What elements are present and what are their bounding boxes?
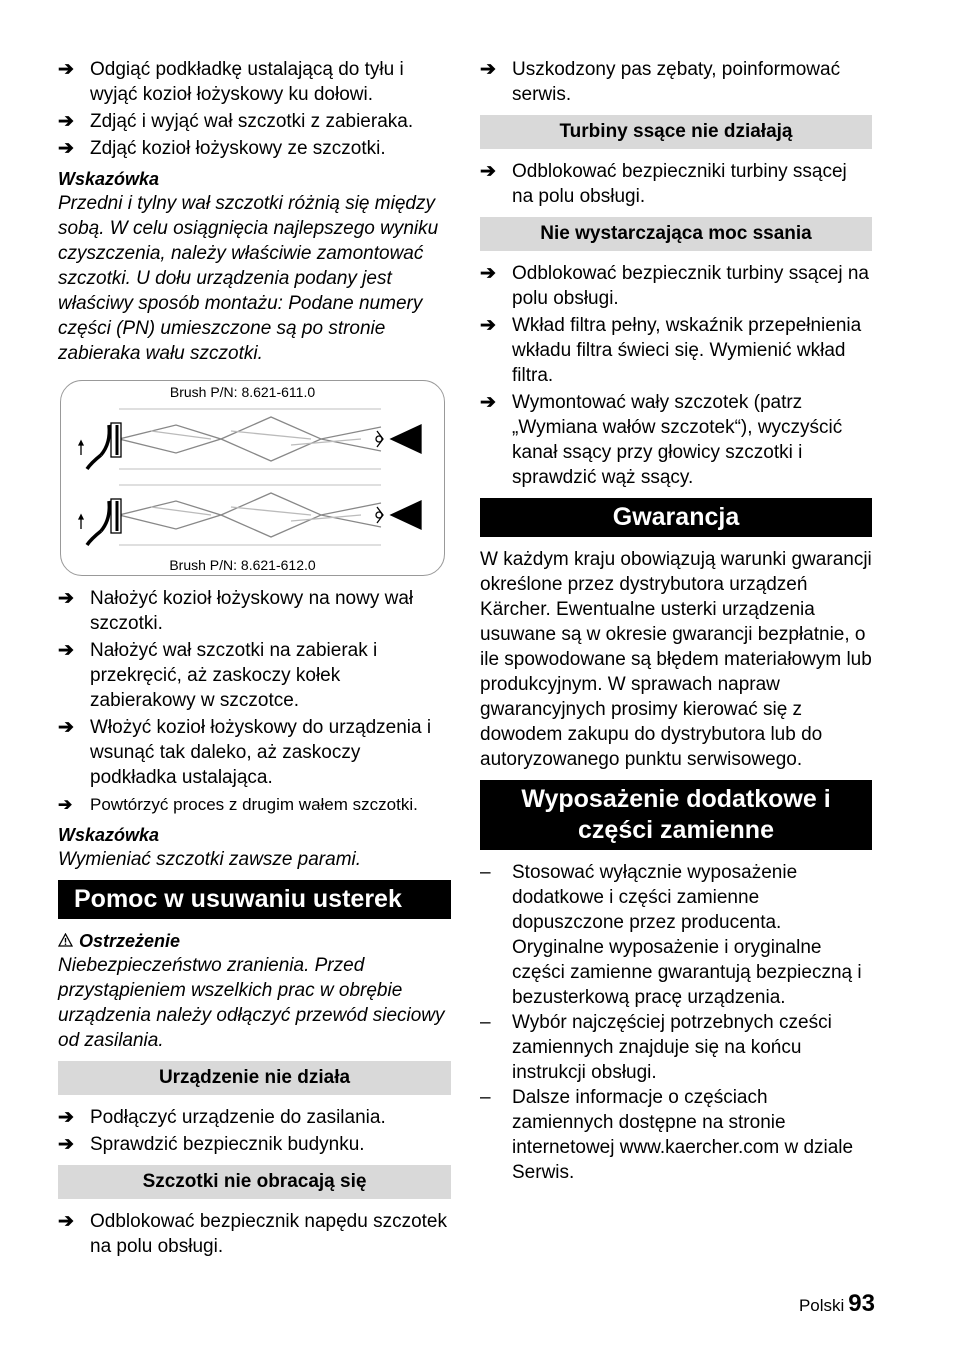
arrow-right-icon: ➔ [58, 588, 74, 609]
arrow-right-icon: ➔ [480, 59, 496, 80]
section-heading-warranty: Gwarancja [480, 498, 872, 537]
instruction-step: ➔ Zdjąć i wyjąć wał szczotki z zabieraka. [58, 111, 414, 132]
left-column [58, 57, 451, 1261]
subheading-brushes-not-rotating: Szczotki nie obracają się [58, 1165, 451, 1199]
note-title: Wskazówka [58, 825, 160, 845]
dash-marker: – [480, 862, 491, 883]
instruction-step: ➔ Odblokować bezpiecznik napędu szczotek na polu obsługi. [58, 1211, 447, 1257]
arrow-right-icon: ➔ [58, 1134, 74, 1155]
list-item: – Wybór najczęściej potrzebnych cześci zamiennych znajduje się na końcu instrukcji obsługi. [480, 1012, 832, 1083]
footer-language: Polski [798, 1296, 845, 1315]
section-heading-accessories: Wyposażenie dodatkowe i części zamienne [480, 780, 872, 850]
dash-marker: – [480, 1012, 491, 1033]
dash-marker: – [480, 1087, 491, 1108]
instruction-step: ➔ Odgiąć podkładkę ustalającą do tyłu i wyjąć kozioł łożyskowy ku dołowi. [58, 59, 404, 105]
arrow-right-icon: ➔ [58, 111, 74, 132]
instruction-step: ➔ Włożyć kozioł łożyskowy do urządzenia i wsunąć tak daleko, aż zaskoczy podkładka ustalająca. [58, 717, 432, 788]
warning-triangle-icon [58, 929, 73, 953]
caption-brush-rear: Brush P/N: 8.621-612.0 [169, 557, 316, 573]
instruction-step: ➔ Wymontować wały szczotek (patrz „Wymiana wałów szczotek“), wyczyścić kanał ssący przy głowicy szczotki i sprawdzić wąż ssący. [480, 392, 843, 488]
arrow-right-icon: ➔ [480, 263, 496, 284]
right-column [480, 57, 872, 1185]
arrow-right-icon: ➔ [58, 795, 73, 814]
note-title: Wskazówka [58, 169, 160, 189]
subheading-insufficient-suction: Nie wystarczająca moc ssania [480, 217, 872, 251]
subheading-device-not-working: Urządzenie nie działa [58, 1061, 451, 1095]
page-number: 93 [848, 1290, 875, 1317]
arrow-right-icon: ➔ [480, 161, 496, 182]
step-list-mid [58, 586, 451, 817]
arrow-right-icon: ➔ [480, 315, 496, 336]
instruction-step: ➔ Odblokować bezpiecznik turbiny ssącej na polu obsługi. [480, 263, 869, 309]
instruction-step: ➔ Uszkodzony pas zębaty, poinformować serwis. [480, 59, 841, 105]
section-heading-troubleshooting: Pomoc w usuwaniu usterek [58, 880, 451, 919]
instruction-step: ➔ Nałożyć wał szczotki na zabierak i przekręcić, aż zaskoczy kołek zabierakowy w szczotce. [58, 640, 378, 711]
note-text: Przedni i tylny wał szczotki różnią się między sobą. W celu osiągnięcia najlepszego wyniku czyszczenia, należy właściwie zamontować szczotki. U dołu urządzenia podany jest właściwy sposób montażu: Podane numery części (PN) umieszczone są po stronie zabieraka wału szczotki. [58, 193, 439, 364]
warning-text: Niebezpieczeństwo zranienia. Przed przystąpieniem wszelkich prac w obrębie urządzenia należy odłączyć przewód sieciowy od zasilania. [58, 955, 445, 1051]
arrow-right-icon: ➔ [480, 392, 496, 413]
arrow-right-icon: ➔ [58, 1107, 74, 1128]
note-text: Wymieniać szczotki zawsze parami. [58, 849, 362, 870]
arrow-right-icon: ➔ [58, 1211, 74, 1232]
arrow-right-icon: ➔ [58, 717, 74, 738]
brush-diagram [60, 380, 445, 576]
warning-title: Ostrzeżenie [58, 929, 451, 953]
list-item: – Stosować wyłącznie wyposażenie dodatkowe i części zamienne dopuszczone przez producenta. Oryginalne wyposażenie i oryginalne części zamienne gwarantują bezpieczną i bezusterkową pracę urządzenia. [480, 862, 862, 1008]
arrow-right-icon: ➔ [58, 138, 74, 159]
instruction-step: ➔ Wkład filtra pełny, wskaźnik przepełnienia wkładu filtra świeci się. Wymienić wkład filtra. [480, 315, 862, 386]
subheading-turbines-not-working: Turbiny ssące nie działają [480, 115, 872, 149]
instruction-step: ➔ Powtórzyć proces z drugim wałem szczotki. [58, 792, 451, 817]
instruction-step: ➔ Odblokować bezpieczniki turbiny ssącej na polu obsługi. [480, 161, 847, 207]
instruction-step: ➔ Podłączyć urządzenie do zasilania. [58, 1107, 386, 1128]
instruction-step: ➔ Sprawdzić bezpiecznik budynku. [58, 1134, 365, 1155]
step-list-top [58, 57, 451, 161]
list-item: – Dalsze informacje o częściach zamiennych dostępne na stronie internetowej www.kaercher.com w dziale Serwis. [480, 1087, 854, 1183]
page-footer [799, 1290, 875, 1318]
brush-illustration [61, 381, 446, 577]
caption-brush-front: Brush P/N: 8.621-611.0 [169, 384, 316, 400]
arrow-right-icon: ➔ [58, 640, 74, 661]
arrow-right-icon: ➔ [58, 59, 74, 80]
warranty-text: W każdym kraju obowiązują warunki gwarancji określone przez dystrybutora urządzeń Kärcher. Ewentualne usterki urządzenia usuwane są w okresie gwarancji bezpłatnie, o ile spowodowane są błędem materiałowym lub produkcyjnym. W sprawach napraw gwarancyjnych prosimy kierować się z dowodem zakupu do dystrybutora lub do autoryzowanego punktu serwisowego. [480, 549, 872, 770]
instruction-step: ➔ Nałożyć kozioł łożyskowy na nowy wał szczotki. [58, 588, 414, 634]
instruction-step: ➔ Zdjąć kozioł łożyskowy ze szczotki. [58, 138, 386, 159]
